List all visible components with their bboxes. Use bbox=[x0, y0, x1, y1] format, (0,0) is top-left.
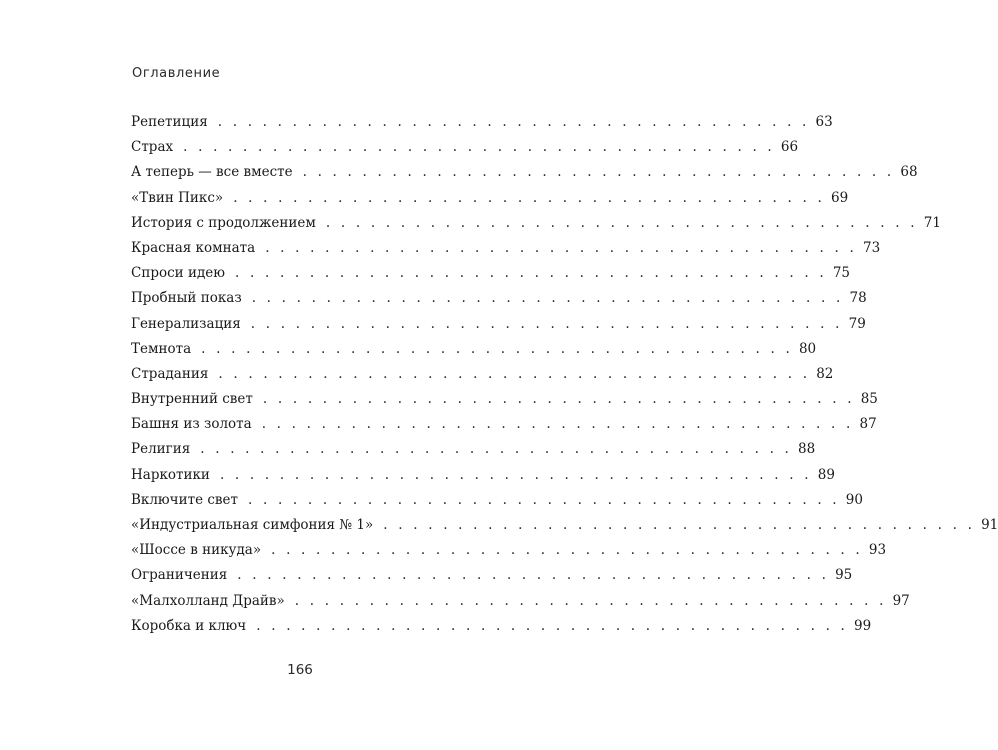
toc-entry-page: 87 bbox=[859, 416, 877, 433]
toc-entry bbox=[131, 290, 867, 315]
toc-entry-page: 95 bbox=[835, 567, 853, 584]
dot-leader: . . . . . . . . . . . . . . . . . . . . . . . . . . . . . . . . . . . . . . . . bbox=[251, 290, 844, 307]
toc-entry-page: 99 bbox=[854, 617, 872, 634]
dot-leader: . . . . . . . . . . . . . . . . . . . . . . . . . . . . . . . . . . . . . . . . bbox=[247, 491, 840, 508]
toc-entry-title: Включите свет bbox=[131, 491, 238, 508]
section-header: Оглавление bbox=[132, 66, 221, 81]
dot-leader: . . . . . . . . . . . . . . . . . . . . . . . . . . . . . . . . . . . . . . . . bbox=[325, 214, 918, 231]
dot-leader: . . . . . . . . . . . . . . . . . . . . . . . . . . . . . . . . . . . . . . . . bbox=[265, 239, 857, 256]
dot-leader: . . . . . . . . . . . . . . . . . . . . . . . . . . . . . . . . . . . . . . . . bbox=[233, 189, 825, 206]
toc-entry-page: 85 bbox=[860, 391, 878, 408]
toc-entry-title: Репетиция bbox=[131, 114, 208, 130]
toc-entry bbox=[131, 592, 910, 618]
dot-leader: . . . . . . . . . . . . . . . . . . . . . . . . . . . . . . . . . . . . . . . . bbox=[250, 315, 843, 332]
toc-entry-title: А теперь — все вместе bbox=[131, 164, 293, 181]
toc-entry bbox=[131, 315, 866, 341]
toc-entry-page: 97 bbox=[892, 592, 910, 609]
toc-entry bbox=[131, 567, 853, 592]
toc-entry-page: 80 bbox=[798, 340, 817, 357]
toc-entry-title: Ограничения bbox=[131, 567, 228, 584]
dot-leader: . . . . . . . . . . . . . . . . . . . . . . . . . . . . . . . . . . . . . . . . bbox=[183, 139, 775, 156]
toc-entry-page: 88 bbox=[798, 441, 816, 458]
toc-entry-page: 68 bbox=[900, 164, 918, 181]
toc-entry bbox=[131, 214, 941, 240]
toc-entry-page: 75 bbox=[832, 265, 850, 282]
toc-entry-title: Наркотики bbox=[131, 466, 210, 483]
dot-leader: . . . . . . . . . . . . . . . . . . . . . . . . . . . . . . . . . . . . . . . . bbox=[218, 365, 811, 382]
toc-entry-title: Красная комната bbox=[131, 239, 256, 256]
toc-entry bbox=[131, 139, 799, 164]
toc-entry bbox=[131, 114, 833, 139]
dot-leader: . . . . . . . . . . . . . . . . . . . . . . . . . . . . . . . . . . . . . . . . bbox=[294, 592, 887, 609]
toc-entry bbox=[131, 239, 881, 265]
dot-leader: . . . . . . . . . . . . . . . . . . . . . . . . . . . . . . . . . . . . . . . . bbox=[217, 114, 810, 130]
toc-entry bbox=[131, 164, 918, 189]
toc-entry-title: Страх bbox=[131, 139, 174, 156]
toc-entry-page: 71 bbox=[923, 214, 941, 231]
toc-entry bbox=[131, 617, 872, 643]
dot-leader: . . . . . . . . . . . . . . . . . . . . . . . . . . . . . . . . . . . . . . . . bbox=[219, 466, 812, 483]
toc-entry-title: Коробка и ключ bbox=[131, 617, 247, 634]
dot-leader: . . . . . . . . . . . . . . . . . . . . . . . . . . . . . . . . . . . . . . . . bbox=[261, 416, 854, 433]
dot-leader: . . . . . . . . . . . . . . . . . . . . . . . . . . . . . . . . . . . . . . . . bbox=[256, 617, 849, 634]
toc-entry-page: 90 bbox=[845, 491, 863, 508]
dot-leader: . . . . . . . . . . . . . . . . . . . . . . . . . . . . . . . . . . . . . . . . bbox=[383, 517, 976, 533]
toc-entry bbox=[131, 340, 817, 366]
dot-leader: . . . . . . . . . . . . . . . . . . . . . . . . . . . . . . . . . . . . . . . . bbox=[237, 567, 830, 584]
toc-entry-page: 69 bbox=[831, 189, 849, 206]
toc-entry-title: Генерализация bbox=[131, 315, 241, 332]
toc-entry-title: Пробный показ bbox=[131, 290, 242, 307]
dot-leader: . . . . . . . . . . . . . . . . . . . . . . . . . . . . . . . . . . . . . . . . bbox=[302, 164, 895, 181]
toc-entry-page: 93 bbox=[868, 542, 887, 559]
toc-entry-title: «Шоссе в никуда» bbox=[131, 542, 262, 559]
toc-entry-title: «Малхолланд Драйв» bbox=[131, 592, 285, 609]
toc-entry bbox=[131, 542, 887, 567]
toc-entry-page: 78 bbox=[849, 290, 867, 307]
toc-entry bbox=[131, 491, 863, 517]
toc-entry bbox=[131, 365, 834, 391]
toc-entry-page: 91 bbox=[981, 517, 998, 533]
toc-entry bbox=[131, 391, 878, 416]
page-number: 166 bbox=[287, 662, 313, 678]
toc-entry bbox=[131, 189, 849, 215]
toc-entry-title: «Твин Пикс» bbox=[131, 189, 224, 206]
toc-entry-title: История с продолжением bbox=[131, 214, 316, 231]
table-of-contents bbox=[131, 114, 998, 643]
toc-entry-page: 73 bbox=[863, 239, 881, 256]
toc-entry-page: 63 bbox=[815, 114, 833, 130]
toc-entry bbox=[131, 517, 998, 542]
toc-entry bbox=[131, 265, 850, 290]
toc-entry bbox=[131, 441, 816, 466]
dot-leader: . . . . . . . . . . . . . . . . . . . . . . . . . . . . . . . . . . . . . . . . bbox=[271, 542, 863, 559]
toc-entry-page: 82 bbox=[816, 365, 834, 382]
toc-entry-title: Темнота bbox=[131, 340, 192, 357]
toc-entry-title: «Индустриальная симфония № 1» bbox=[131, 517, 374, 533]
toc-entry-title: Спроси идею bbox=[131, 265, 225, 282]
dot-leader: . . . . . . . . . . . . . . . . . . . . . . . . . . . . . . . . . . . . . . . . bbox=[262, 391, 855, 408]
toc-entry bbox=[131, 466, 835, 492]
toc-entry-title: Внутренний свет bbox=[131, 391, 253, 408]
toc-entry-title: Башня из золота bbox=[131, 416, 252, 433]
toc-entry bbox=[131, 416, 877, 441]
toc-entry-title: Страдания bbox=[131, 365, 209, 382]
dot-leader: . . . . . . . . . . . . . . . . . . . . . . . . . . . . . . . . . . . . . . . . bbox=[201, 340, 793, 357]
toc-entry-title: Религия bbox=[131, 441, 191, 458]
dot-leader: . . . . . . . . . . . . . . . . . . . . . . . . . . . . . . . . . . . . . . . . bbox=[200, 441, 793, 458]
toc-entry-page: 66 bbox=[780, 139, 799, 156]
toc-entry-page: 89 bbox=[817, 466, 835, 483]
toc-entry-page: 79 bbox=[848, 315, 866, 332]
dot-leader: . . . . . . . . . . . . . . . . . . . . . . . . . . . . . . . . . . . . . . . . bbox=[235, 265, 827, 282]
